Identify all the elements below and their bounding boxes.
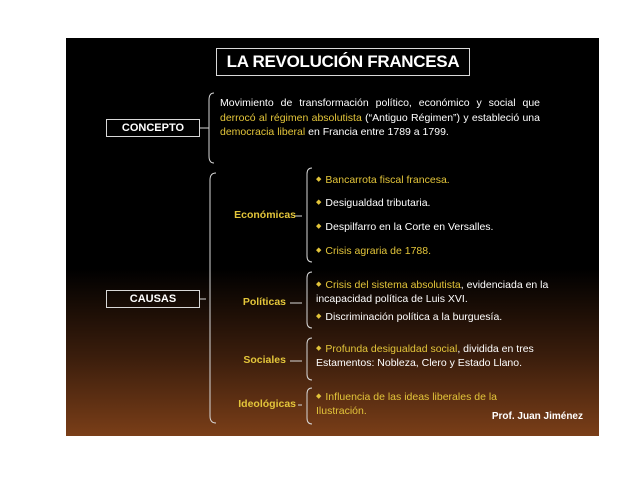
concepto-text-2: (“Antiguo Régimen”) y estableció una <box>361 111 540 124</box>
economicas-item-3 <box>316 220 493 234</box>
economicas-item-2 <box>316 196 430 210</box>
item-text: , evidenciada en la incapacidad política de Luis XVI. <box>316 279 549 306</box>
bullet-icon: ◆ <box>316 393 322 401</box>
concepto-highlight-1: derrocó al régimen absolutista <box>220 111 362 124</box>
bullet-icon: ◆ <box>316 176 322 184</box>
category-economicas: Económicas <box>234 209 296 221</box>
item-text-highlight: Crisis del sistema absolutista <box>325 279 461 291</box>
politicas-item-1 <box>316 278 578 306</box>
concepto-highlight-2: democracia liberal <box>220 126 306 138</box>
item-text: Bancarrota fiscal francesa. <box>325 174 450 186</box>
item-text: Crisis agraria de 1788. <box>325 245 432 257</box>
item-text: Influencia de las ideas liberales de la Ilustración. <box>316 391 497 418</box>
concepto-definition <box>220 96 540 140</box>
category-ideologicas: Ideológicas <box>238 398 296 410</box>
economicas-brace <box>307 168 312 262</box>
slide <box>66 38 599 436</box>
bullet-icon: ◆ <box>316 345 322 353</box>
concepto-brace <box>209 93 214 163</box>
item-text-highlight: Profunda desigualdad social <box>325 343 458 355</box>
item-text: Discriminación política a la burguesía. <box>325 311 503 323</box>
category-politicas: Políticas <box>242 296 286 308</box>
sociales-item-1 <box>316 342 578 370</box>
bullet-icon: ◆ <box>316 223 322 231</box>
bullet-icon: ◆ <box>316 281 322 289</box>
author-credit: Prof. Juan Jiménez <box>491 411 583 422</box>
concepto-label: CONCEPTO <box>106 119 200 137</box>
item-text: Despilfarro en la Corte en Versalles. <box>325 221 494 233</box>
concepto-text-3: en Francia entre 1789 a 1799. <box>305 126 449 138</box>
ideologicas-brace <box>307 388 312 424</box>
bullet-icon: ◆ <box>316 313 322 321</box>
politicas-item-2 <box>316 310 502 324</box>
economicas-item-4 <box>316 244 431 258</box>
politicas-brace <box>307 272 312 328</box>
causas-label: CAUSAS <box>106 290 200 308</box>
concepto-text-1: Movimiento de transformación político, económico y social que <box>220 97 540 109</box>
slide-title: LA REVOLUCIÓN FRANCESA <box>216 48 470 76</box>
bullet-icon: ◆ <box>316 247 322 255</box>
economicas-item-1 <box>316 173 450 187</box>
item-text: , dividida en tres Estamentos: Nobleza, Clero y Estado Llano. <box>316 343 534 370</box>
bullet-icon: ◆ <box>316 199 322 207</box>
category-sociales: Sociales <box>243 354 286 366</box>
sociales-brace <box>307 338 312 380</box>
item-text: Desigualdad tributaria. <box>325 197 431 209</box>
